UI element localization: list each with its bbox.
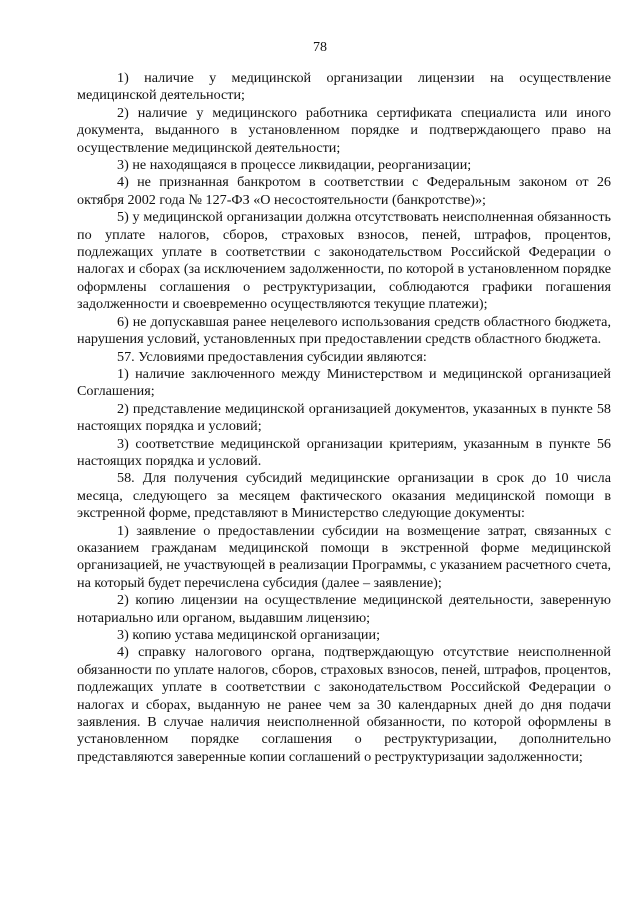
paragraph-criterion-5-no-tax-debt: 5) у медицинской организации должна отсутствовать неисполненная обязанность по уплате налогов, сборов, страховых взносов, пеней, штрафов, процентов, подлежащих уплате в соответствии с законодательством Российской Федерации о налогах и сборах (за исключением задолженности, по которой в установленном порядке оформлены соглашения о реструктуризации, соблюдаются графики погашения задолженности и своевременно осуществляются текущие платежи);	[77, 209, 611, 313]
page-number: 78	[313, 40, 327, 55]
document-body	[77, 70, 611, 766]
paragraph-criterion-2-certificate: 2) наличие у медицинского работника сертификата специалиста или иного документа, выданного в установленном порядке и подтверждающего право на осуществление медицинской деятельности;	[77, 104, 611, 156]
paragraph-condition-1-agreement: 1) наличие заключенного между Министерством и медицинской организацией Соглашения;	[77, 365, 611, 400]
paragraph-document-3-charter-copy: 3) копию устава медицинской организации;	[117, 627, 380, 643]
paragraph-57-conditions-heading: 57. Условиями предоставления субсидии являются:	[117, 348, 427, 365]
paragraph-document-4-tax-certificate: 4) справку налогового органа, подтверждающую отсутствие неисполненной обязанности по уплате налогов, сборов, страховых взносов, пеней, штрафов, процентов, подлежащих уплате в соответствии с законодательством Российской Федерации о налогах и сборах, выданную не ранее чем за 30 календарных дней до дня подачи заявления. В случае наличия неисполненной обязанности, по которой оформлены в установленном порядке соглашения о реструктуризации, дополнительно представляются заверенные копии соглашений о реструктуризации задолженности;	[77, 644, 611, 765]
paragraph-criterion-3-not-liquidated: 3) не находящаяся в процессе ликвидации, реорганизации;	[117, 157, 472, 174]
paragraph-58-documents-heading: 58. Для получения субсидий медицинские организации в срок до 10 числа месяца, следующего за месяцем фактического оказания медицинской помощи в экстренной форме, представляют в Министерство следующие документы:	[77, 470, 611, 522]
paragraph-criterion-6-no-misuse: 6) не допускавшая ранее нецелевого использования средств областного бюджета, нарушения условий, установленных при предоставлении средств областного бюджета.	[77, 313, 611, 348]
paragraph-condition-3-criteria: 3) соответствие медицинской организации критериям, указанным в пункте 56 настоящих порядка и условий.	[77, 435, 611, 469]
paragraph-document-2-license-copy: 2) копию лицензии на осуществление медицинской деятельности, заверенную нотариально или органом, выдавшим лицензию;	[77, 592, 611, 626]
paragraph-criterion-1-license: 1) наличие у медицинской организации лицензии на осуществление медицинской деятельности;	[77, 70, 611, 104]
paragraph-document-1-application: 1) заявление о предоставлении субсидии на возмещение затрат, связанных с оказанием гражданам медицинской помощи в экстренной форме медицинской организацией, не участвующей в реализации Программы, с указанием расчетного счета, на который будет перечислена субсидия (далее – заявление);	[77, 522, 611, 591]
paragraph-criterion-4-not-bankrupt: 4) не признанная банкротом в соответствии с Федеральным законом от 26 октября 2002 года № 127-ФЗ «О несостоятельности (банкротстве)»;	[77, 174, 611, 208]
paragraph-condition-2-documents: 2) представление медицинской организацией документов, указанных в пункте 58 настоящих порядка и условий;	[77, 400, 611, 435]
